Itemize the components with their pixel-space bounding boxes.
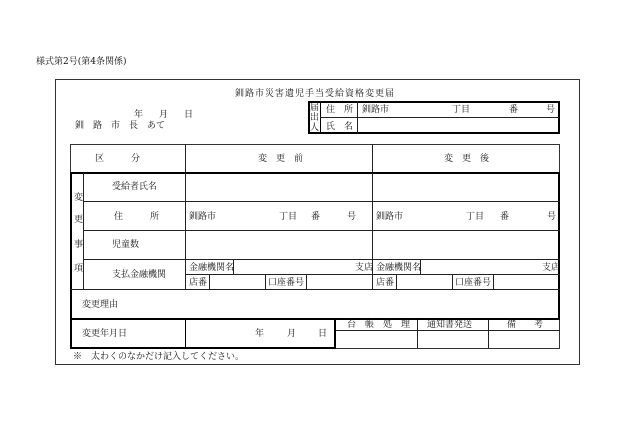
row-address: 住 所 (114, 212, 160, 222)
bank-after-v4 (493, 275, 494, 289)
bank-after-v3 (452, 275, 453, 289)
group-char-1: 変 (74, 193, 84, 203)
after-bank-store-no: 店番 (376, 278, 395, 288)
date-year: 年 (134, 110, 144, 120)
after-addr-chome: 丁目 (466, 212, 485, 222)
header-before: 変 更 前 (258, 154, 304, 164)
addressee: 釧 路 市 長 あて (75, 121, 166, 131)
row-change-date: 変更年月日 (82, 329, 128, 339)
bank-mid-line (185, 274, 560, 275)
before-addr-ban: 番 (311, 212, 321, 222)
before-addr-city: 釧路市 (189, 212, 217, 222)
after-addr-go: 号 (547, 212, 557, 222)
before-addr-chome: 丁目 (279, 212, 298, 222)
items-v1 (185, 173, 186, 289)
office-v2 (488, 320, 489, 348)
after-bank-institution: 金融機関名 (376, 263, 422, 273)
footnote: ※ 太わくのなかだけ記入してください。 (73, 352, 245, 362)
header-v1 (185, 144, 186, 173)
header-v2 (372, 144, 373, 173)
remarks: 備 考 (507, 320, 544, 330)
group-char-3: 事 (74, 240, 84, 250)
before-bank-store-no: 店番 (189, 278, 208, 288)
office-h (336, 330, 560, 331)
row-sep-1 (83, 201, 560, 202)
filer-address-go: 号 (546, 105, 556, 115)
after-bank-account-no: 口座番号 (455, 278, 492, 288)
bank-after-v2 (396, 275, 397, 289)
date-month: 月 (159, 110, 169, 120)
office-processing: 台 帳 処 理 (347, 320, 411, 330)
bank-before-v4 (306, 275, 307, 289)
filer-address-ban: 番 (509, 105, 519, 115)
change-date-month: 月 (287, 329, 297, 339)
date-day: 日 (184, 110, 194, 120)
after-bank-branch: 支店 (542, 263, 561, 273)
filer-name-label: 氏 名 (326, 122, 354, 132)
row-sep-4 (70, 289, 560, 290)
form-number: 様式第2号(第4条関係) (36, 57, 127, 67)
before-addr-go: 号 (347, 212, 357, 222)
change-date-year: 年 (255, 329, 265, 339)
change-date-day: 日 (318, 329, 328, 339)
filer-char-3: 人 (310, 123, 320, 133)
filer-divider-h (320, 117, 559, 118)
filer-address-city: 釧路市 (362, 105, 390, 115)
row-children-count: 児童数 (112, 240, 140, 250)
notification-sent: 通知書発送 (427, 320, 473, 330)
group-char-4: 項 (74, 264, 84, 274)
office-v1 (417, 320, 418, 348)
after-addr-ban: 番 (500, 212, 510, 222)
after-addr-city: 釧路市 (376, 212, 404, 222)
group-col-line (83, 173, 84, 289)
group-char-2: 更 (74, 215, 84, 225)
row-reason: 変更理由 (82, 300, 119, 310)
bank-before-v3 (265, 275, 266, 289)
filer-char-1: 届 (310, 103, 320, 113)
before-bank-account-no: 口座番号 (268, 278, 305, 288)
filer-address-chome: 丁目 (452, 105, 471, 115)
change-date-divider (185, 318, 186, 349)
before-bank-branch: 支店 (355, 263, 374, 273)
row-sep-2 (83, 230, 560, 231)
header-category: 区 分 (95, 154, 141, 164)
header-after: 変 更 後 (444, 154, 490, 164)
row-sep-3 (83, 259, 560, 260)
filer-char-2: 出 (310, 113, 320, 123)
row-recipient-name: 受給者氏名 (112, 182, 158, 192)
row-bank: 支払金融機関 (112, 270, 167, 280)
filer-address-label: 住 所 (326, 105, 354, 115)
form-title: 釧路市災害遺児手当受給資格変更届 (234, 89, 395, 99)
before-bank-institution: 金融機関名 (189, 263, 235, 273)
change-items-frame (70, 172, 560, 320)
bank-before-v2 (209, 275, 210, 289)
